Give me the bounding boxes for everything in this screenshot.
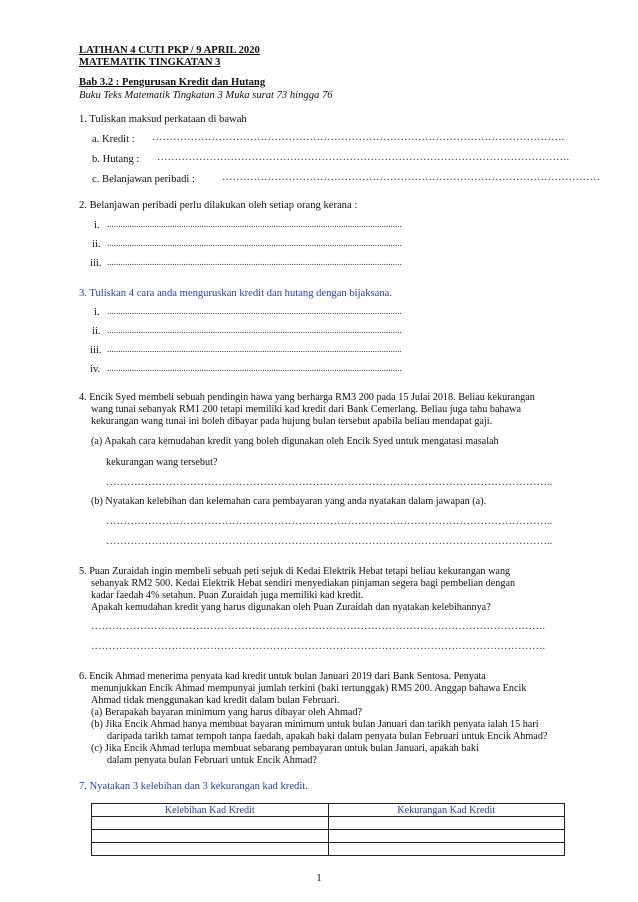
worksheet-title: LATIHAN 4 CUTI PKP / 9 APRIL 2020 <box>79 45 260 56</box>
q2-answer-line[interactable]: ................................................................................................................................... <box>107 238 402 248</box>
q3-answer-line[interactable]: ................................................................................................................................... <box>107 306 402 316</box>
q4a-question: (a) Apakah cara kemudahan kredit yang boleh digunakan oleh Encik Syed untuk mengatasi masalah <box>91 436 499 447</box>
q1b-answer-line[interactable]: ………………………………………………………………………………………………………. <box>157 152 570 163</box>
table-header-row <box>92 804 565 817</box>
credit-card-table <box>91 803 565 856</box>
q1b-label: b. Hutang : <box>92 154 140 165</box>
disadvantage-cell[interactable] <box>328 817 565 830</box>
q4b-answer-line[interactable]: ……………………………………………………………………………………………………………….. <box>106 536 553 547</box>
q4b-answer-line[interactable]: ……………………………………………………………………………………………………………….. <box>106 516 553 527</box>
q2-item-label: iii. <box>90 258 102 269</box>
q6c-question-cont: dalam penyata bulan Februari untuk Encik Ahmad? <box>107 755 317 766</box>
q1a-label: a. Kredit : <box>92 134 135 145</box>
disadvantage-cell[interactable] <box>328 843 565 856</box>
table-row <box>92 817 565 830</box>
q2-stem: 2. Belanjawan peribadi perlu dilakukan oleh setiap orang kerana : <box>79 200 358 211</box>
q3-item-label: i. <box>94 307 100 318</box>
q6b-question: (b) Jika Encik Ahmad hanya membuat bayaran minimum untuk bulan Januari dan tarikh penyata ialah 15 hari <box>91 719 539 730</box>
q3-answer-line[interactable]: ................................................................................................................................... <box>107 344 402 354</box>
q4b-question: (b) Nyatakan kelebihan dan kelemahan cara pembayaran yang anda nyatakan dalam jawapan (a). <box>91 496 487 507</box>
q5-text-line: 5. Puan Zuraidah ingin membeli sebuah peti sejuk di Kedai Elektrik Hebat tetapi beliau kekurangan wang <box>79 566 511 577</box>
q1c-label: c. Belanjawan peribadi : <box>92 174 195 185</box>
q4a-answer-line[interactable]: ……………………………………………………………………………………………………………….. <box>106 477 553 488</box>
q5-answer-line[interactable]: …………………………………………………………………………………………………………………. <box>91 641 546 652</box>
q2-item-label: i. <box>94 220 100 231</box>
subject-title: MATEMATIK TINGKATAN 3 <box>79 57 221 68</box>
advantage-cell[interactable] <box>92 830 329 843</box>
q4-text-line: wang tunai sebanyak RM1 200 tetapi memiliki kad kredit dari Bank Cemerlang. Beliau juga tahu bahawa <box>91 404 522 415</box>
advantage-cell[interactable] <box>92 817 329 830</box>
q1-stem: 1. Tuliskan maksud perkataan di bawah <box>79 114 247 125</box>
q2-item-label: ii. <box>92 239 101 250</box>
q2-answer-line[interactable]: ................................................................................................................................... <box>107 257 402 267</box>
q6a-question: (a) Berapakah bayaran minimum yang harus dibayar oleh Ahmad? <box>91 707 363 718</box>
disadvantage-cell[interactable] <box>328 830 565 843</box>
advantage-cell[interactable] <box>92 843 329 856</box>
table-row <box>92 830 565 843</box>
q1a-answer-line[interactable]: ………………………………………………………………………………………………………. <box>152 132 565 143</box>
column-header-disadvantages: Kekurangan Kad Kredit <box>328 804 565 817</box>
q3-stem: 3. Tuliskan 4 cara anda menguruskan kredit dan hutang dengan bijaksana. <box>79 288 393 299</box>
q3-item-label: iv. <box>90 364 101 375</box>
q4-text-line: 4. Encik Syed membeli sebuah pendingin hawa yang berharga RM3 200 pada 15 Julai 2018. Beliau kekurangan <box>79 392 535 403</box>
q3-answer-line[interactable]: ................................................................................................................................... <box>107 325 402 335</box>
chapter-title: Bab 3.2 : Pengurusan Kredit dan Hutang <box>79 77 266 88</box>
q5-answer-line[interactable]: …………………………………………………………………………………………………………………. <box>91 621 546 632</box>
q6-text-line: Ahmad tidak menggunakan kad kredit dalam bulan Februari. <box>91 695 340 706</box>
q6-text-line: 6. Encik Ahmad menerima penyata kad kredit untuk bulan Januari 2019 dari Bank Sentosa. Penyata <box>79 671 486 682</box>
textbook-reference: Buku Teks Matematik Tingkatan 3 Muka surat 73 hingga 76 <box>79 90 333 101</box>
q7-stem: 7. Nyatakan 3 kelebihan dan 3 kekurangan kad kredit. <box>79 781 308 792</box>
table-row <box>92 843 565 856</box>
q2-answer-line[interactable]: ................................................................................................................................... <box>107 219 402 229</box>
q5-text-line: sebanyak RM2 500. Kedai Elektrik Hebat sendiri menyediakan pinjaman segera bagi pembelian dengan <box>91 578 516 589</box>
page-number: 1 <box>316 872 322 884</box>
q6c-question: (c) Jika Encik Ahmad terlupa membuat sebarang pembayaran untuk bulan Januari, apakah baki <box>91 743 479 754</box>
q1c-answer-line[interactable]: ……………………………………………………………………………………………… <box>222 172 600 183</box>
q3-answer-line[interactable]: ................................................................................................................................... <box>107 363 402 373</box>
q5-text-line: kadar faedah 4% setahun. Puan Zuraidah juga memiliki kad kredit. <box>91 590 364 601</box>
q4a-question-cont: kekurangan wang tersebut? <box>106 457 218 468</box>
q3-item-label: iii. <box>90 345 102 356</box>
q6-text-line: menunjukkan Encik Ahmad mempunyai jumlah terkini (baki tertunggak) RM5 200. Anggap bahawa Encik <box>91 683 527 694</box>
q5-question: Apakah kemudahan kredit yang harus digunakan oleh Puan Zuraidah dan nyatakan kelebihannya? <box>91 602 491 613</box>
q4-text-line: kekurangan wang tunai ini boleh dibayar pada hujung bulan tersebut apabila beliau mendapat gaji. <box>91 416 493 427</box>
column-header-advantages: Kelebihan Kad Kredit <box>92 804 329 817</box>
q3-item-label: ii. <box>92 326 101 337</box>
q6b-question-cont: daripada tarikh tamat tempoh tanpa faedah, apakah baki dalam penyata bulan Februari untuk Encik Ahmad? <box>107 731 548 742</box>
